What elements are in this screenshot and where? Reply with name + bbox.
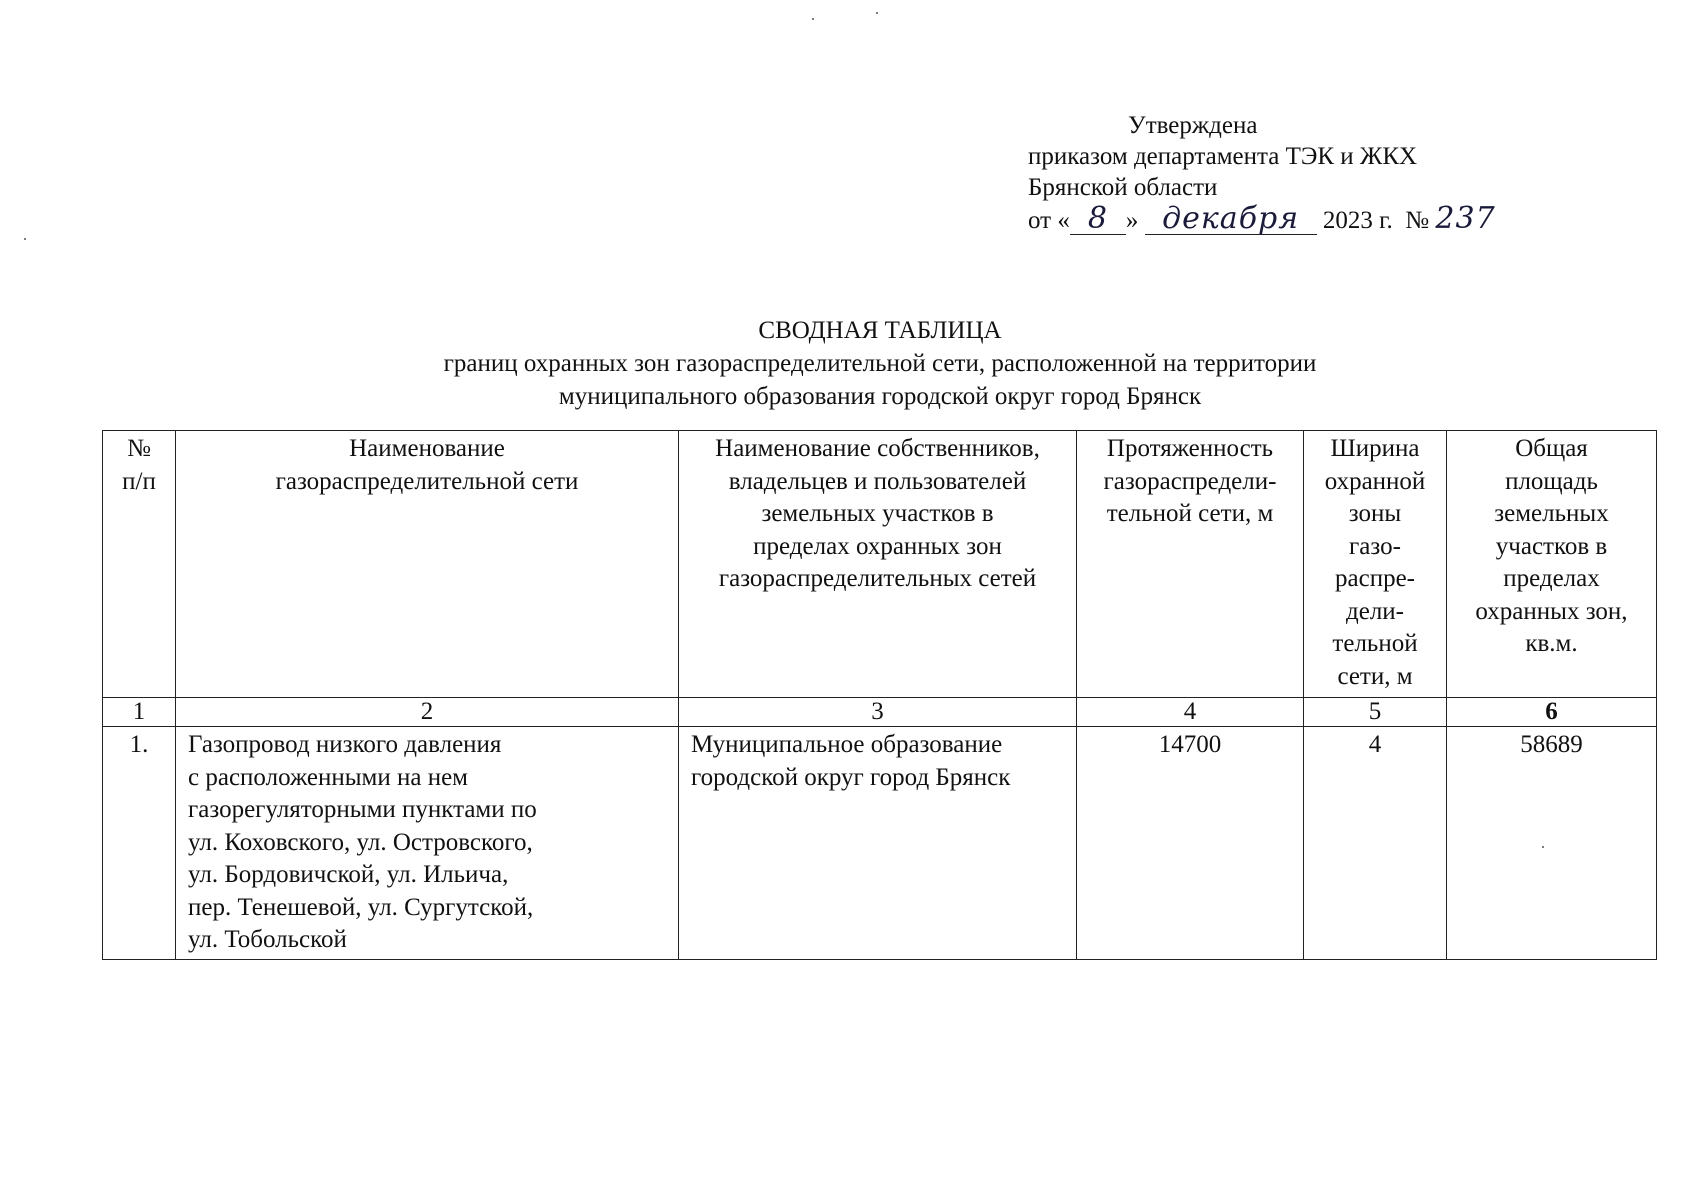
date-mid: » — [1125, 207, 1139, 234]
title-heading: СВОДНАЯ ТАБЛИЦА — [758, 317, 1002, 344]
number-prefix: № — [1405, 207, 1430, 234]
length-cell: 14700 — [1077, 727, 1304, 960]
scan-speck — [812, 18, 814, 20]
zone-width-cell: 4 — [1304, 727, 1447, 960]
header-col-area: Общая площадь земельных участков в пределах охранных зон, кв.м. — [1447, 431, 1657, 698]
handwritten-number: 237 — [1435, 201, 1496, 236]
column-number: 3 — [679, 698, 1077, 727]
column-number: 6 — [1447, 698, 1657, 727]
scan-speck — [24, 238, 26, 240]
handwritten-day: 8 — [1070, 204, 1126, 235]
table-row — [103, 727, 1657, 960]
approval-order-line: приказом департамента ТЭК и ЖКХ — [1028, 143, 1418, 170]
approval-block — [1028, 110, 1496, 236]
approval-title: Утверждена — [1128, 112, 1258, 139]
approval-date-line — [1028, 203, 1496, 236]
scan-speck — [1542, 846, 1544, 848]
header-col-number: № п/п — [103, 431, 176, 698]
column-number: 5 — [1304, 698, 1447, 727]
owners-cell: Муниципальное образование городской округ город Брянск — [679, 727, 1077, 960]
handwritten-month: декабря — [1145, 204, 1317, 235]
network-name-cell: Газопровод низкого давления с расположенными на нем газорегуляторными пунктами по ул. Коховского, ул. Островского, ул. Бордовичской, ул. Ильича, пер. Тенешевой, ул. Сургутской, ул. Тобольской — [176, 727, 679, 960]
header-col-owners: Наименование собственников, владельцев и пользователей земельных участков в пределах охранных зон газораспределительных сетей — [679, 431, 1077, 698]
row-number: 1. — [103, 727, 176, 960]
scan-speck — [876, 12, 878, 14]
column-number-row — [103, 698, 1657, 727]
document-title — [0, 314, 1696, 413]
header-col-network-name: Наименование газораспределительной сети — [176, 431, 679, 698]
column-number: 1 — [103, 698, 176, 727]
approval-region-line: Брянской области — [1028, 174, 1218, 201]
column-number: 2 — [176, 698, 679, 727]
date-year: 2023 г. — [1322, 207, 1393, 234]
area-cell: 58689 — [1447, 727, 1657, 960]
date-prefix: от « — [1028, 207, 1070, 234]
column-number: 4 — [1077, 698, 1304, 727]
header-col-zone-width: Ширина охранной зоны газо- распре- дели- тельной сети, м — [1304, 431, 1447, 698]
title-line-2: границ охранных зон газораспределительной сети, расположенной на территории — [443, 350, 1317, 377]
header-row — [103, 431, 1657, 698]
header-col-length: Протяженность газораспредели- тельной сети, м — [1077, 431, 1304, 698]
summary-table — [102, 430, 1657, 960]
title-line-3: муниципального образования городской округ город Брянск — [558, 383, 1202, 410]
